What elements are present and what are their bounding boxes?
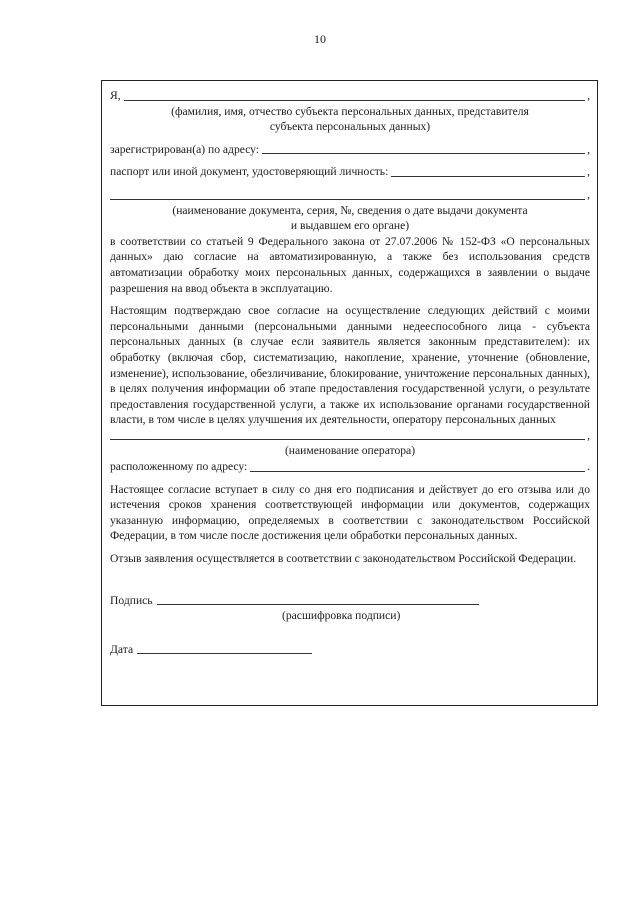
located-label: расположенному по адресу: — [110, 460, 248, 474]
registered-suffix: , — [587, 142, 590, 156]
address-field[interactable] — [262, 152, 585, 154]
date-field[interactable] — [137, 652, 312, 654]
confirm-paragraph: Настоящим подтверждаю свое согласие на осуществление следующих действий с моими персональными данными (персональными данными недееспособного лица - субъекта персональных данных (в случае если заявитель является законным представителем): их обработку (включая сбор, систематизацию, накопление, хранение, уточнение (обновление, изменение), использование, обезличивание, блокирование, уничтожение персональных данных), в целях получения информации об этапе предоставления государственной услуги, о результате предоставления государственной услуги, а также их использование органами государственной власти, в том числе в целях улучшения их деятельности, оператору персональных данных — [110, 304, 590, 427]
signature-label: Подпись — [110, 593, 153, 607]
caption-signature: (расшифровка подписи) — [282, 609, 401, 623]
caption-doc-2: и выдавшем его органе) — [290, 219, 410, 233]
signature-row — [110, 593, 590, 609]
revocation-paragraph: Отзыв заявления осуществляется в соответствии с законодательством Российской Федерации. — [110, 552, 577, 566]
address-row — [110, 142, 590, 158]
name-suffix: , — [587, 89, 590, 102]
name-row — [110, 88, 590, 104]
caption-operator: (наименование оператора) — [284, 444, 416, 458]
date-label: Дата — [110, 642, 134, 656]
located-row — [110, 459, 590, 475]
caption-fio-1: (фамилия, имя, отчество субъекта персональных данных, представителя — [171, 104, 529, 118]
signature-field[interactable] — [157, 603, 479, 605]
page-number: 10 — [314, 32, 326, 46]
located-field[interactable] — [250, 470, 585, 472]
passport-label: паспорт или иной документ, удостоверяющий личность: — [110, 165, 389, 179]
passport-field[interactable] — [391, 175, 585, 177]
document-row — [110, 187, 590, 203]
located-suffix: . — [587, 460, 590, 474]
name-prefix: Я, — [110, 89, 121, 102]
document-suffix: , — [587, 187, 590, 201]
passport-row — [110, 164, 590, 180]
passport-suffix: , — [587, 165, 590, 179]
caption-fio-2: субъекта персональных данных) — [269, 120, 431, 134]
validity-paragraph: Настоящее согласие вступает в силу со дня его подписания и действует до его отзыва или до истечения сроков хранения соответствующей информации или документов, содержащих указанную информацию, определяемых в соответствии с законодательством Российской Федерации, в том числе после достижения цели обработки персональных данных. — [110, 482, 590, 543]
operator-field[interactable] — [110, 438, 585, 440]
registered-label: зарегистрирован(а) по адресу: — [110, 142, 260, 156]
date-row — [110, 642, 590, 658]
name-field[interactable] — [124, 99, 585, 101]
caption-doc-1: (наименование документа, серия, №, сведения о дате выдачи документа — [172, 203, 528, 217]
consent-form — [110, 88, 590, 657]
operator-suffix: , — [587, 428, 590, 442]
consent-paragraph: в соответствии со статьей 9 Федерального закона от 27.07.2006 № 152-ФЗ «О персональных данных» даю согласие на автоматизированную, а также без использования средств автоматизации обработку моих персональных данных, содержащихся в заявлении о выдаче разрешения на ввод объекта в эксплуатацию. — [110, 234, 590, 295]
operator-row — [110, 428, 590, 444]
document-field[interactable] — [110, 198, 585, 200]
